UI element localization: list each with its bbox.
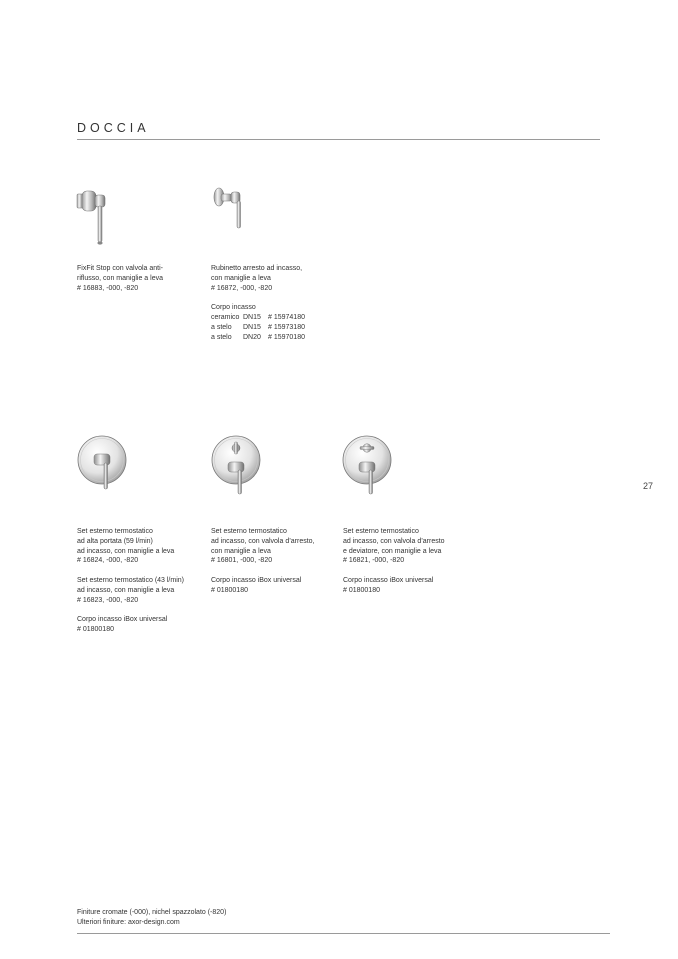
- product-5-description: [343, 527, 445, 596]
- text-line: Corpo incasso iBox universal: [77, 616, 168, 624]
- table-cell: DN15: [243, 313, 261, 321]
- product-code: # 16821, -000, -820: [343, 557, 405, 565]
- table-cell: ceramico: [211, 313, 240, 321]
- text-line: ad incasso, con valvola d’arresto: [343, 537, 445, 545]
- table-row: [211, 323, 305, 333]
- product-code: # 01800180: [211, 586, 248, 594]
- product-code: # 16801, -000, -820: [211, 557, 273, 565]
- text-line: Corpo incasso: [211, 304, 256, 312]
- spec-table: [211, 313, 305, 342]
- table-row: [211, 313, 305, 323]
- table-cell: DN15: [243, 323, 261, 331]
- text-line: ad incasso, con maniglie a leva: [77, 547, 175, 555]
- text-line: Corpo incasso iBox universal: [211, 576, 302, 584]
- text-line: FixFit Stop con valvola anti-: [77, 265, 163, 272]
- footer-more-finishes: Ulteriori finiture: axor-design.com: [77, 918, 180, 926]
- product-4-description: [211, 527, 315, 596]
- text-line: Set esterno termostatico: [211, 528, 287, 535]
- footer-notes: [77, 908, 226, 927]
- product-3-description: [77, 527, 184, 635]
- text-line: Set esterno termostatico: [343, 528, 419, 535]
- section-title: DOCCIA: [77, 121, 150, 135]
- footer-finishes: Finiture cromate (-000), nichel spazzolato (-820): [77, 909, 227, 916]
- text-line: Set esterno termostatico (43 l/min): [77, 576, 184, 584]
- table-cell: # 15974180: [268, 313, 305, 321]
- bottom-divider: [77, 933, 610, 934]
- text-line: con maniglie a leva: [211, 274, 271, 282]
- product-code: # 01800180: [77, 625, 114, 633]
- product-2-description: [211, 264, 305, 342]
- fixfit-stop-icon: [76, 182, 112, 248]
- thermostat-diverter-icon: [341, 434, 393, 496]
- table-cell: a stelo: [211, 323, 232, 331]
- text-line: Corpo incasso iBox universal: [343, 576, 434, 584]
- stop-valve-icon: [212, 184, 246, 232]
- top-divider: [77, 139, 600, 140]
- product-code: # 16883, -000, -820: [77, 284, 139, 292]
- page-number: 27: [643, 481, 654, 491]
- product-1-description: [77, 264, 163, 293]
- product-code: # 16823, -000, -820: [77, 596, 139, 604]
- thermostat-single-icon: [76, 434, 128, 492]
- text-line: ad incasso, con maniglie a leva: [77, 586, 175, 594]
- text-line: Set esterno termostatico: [77, 528, 153, 535]
- table-cell: a stelo: [211, 333, 232, 341]
- table-row: [211, 333, 305, 343]
- text-line: riflusso, con maniglie a leva: [77, 274, 163, 282]
- table-cell: # 15970180: [268, 333, 305, 341]
- thermostat-shutoff-icon: [210, 434, 262, 496]
- text-line: ad incasso, con valvola d’arresto,: [211, 537, 315, 545]
- text-line: con maniglie a leva: [211, 547, 271, 555]
- text-line: ad alta portata (59 l/min): [77, 537, 153, 545]
- product-code: # 16824, -000, -820: [77, 557, 139, 565]
- text-line: e deviatore, con maniglie a leva: [343, 547, 442, 555]
- product-code: # 16872, -000, -820: [211, 284, 273, 292]
- product-code: # 01800180: [343, 586, 380, 594]
- table-cell: # 15973180: [268, 323, 305, 331]
- text-line: Rubinetto arresto ad incasso,: [211, 265, 303, 272]
- table-cell: DN20: [243, 333, 261, 341]
